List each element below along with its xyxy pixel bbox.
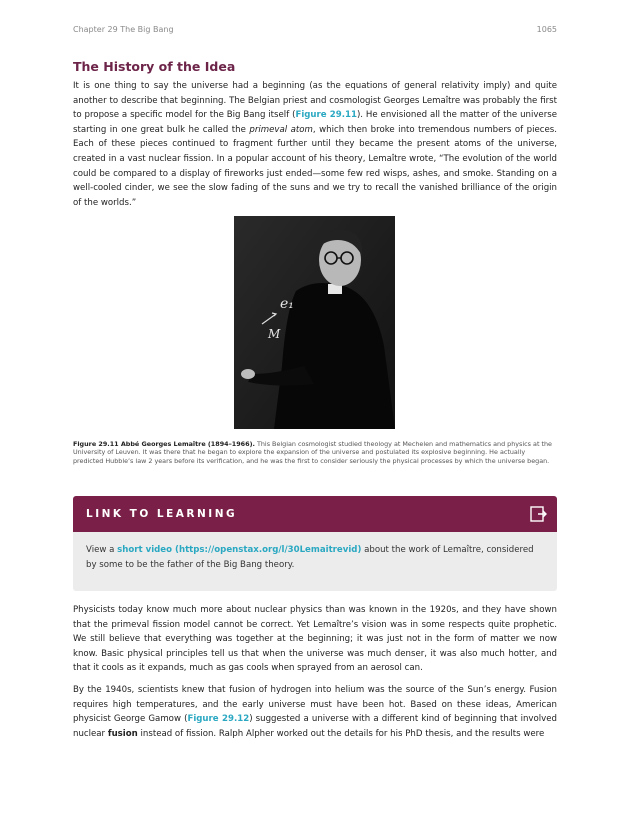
paragraph-1: It is one thing to say the universe had a beginning (as the equations of general relativity imply) and quite another to describe that beginning. The Belgian priest and cosmologist Georges Lemaître was probably the first to propose a specific model for the Big Bang itself (Figure 29.11). He envisioned all the matter of the universe starting in one great bulk he called the primeval atom, which then broke into tremendous numbers of pieces. Each of these pieces continued to fragment further until they became the present atoms of the universe, created in a vast nuclear fission. In a popular account of his theory, Lemaître wrote, “The evolution of the world could be compared to a display of fireworks just ended—some few red wisps, ashes, and smoke. Standing on a well-cooled cinder, we see the slow fading of the suns and we try to recall the vanished brilliance of the origin of the worlds.” — [73, 81, 558, 208]
paragraph-3: By the 1940s, scientists knew that fusion of hydrogen into helium was the source of the Sun’s energy. Fusion requires high temperatures, and the early universe must have been hot. Based on these ideas, American physicist George Gamow (Figure 29.12) suggested a universe with a different kind of beginning that involved nuclear fusion instead of fission. Ralph Alpher worked out the details for his PhD thesis, and the results were — [73, 685, 557, 739]
section-title: The History of the Idea — [73, 59, 236, 74]
link-to-learning-title: LINK TO LEARNING — [86, 508, 238, 520]
external-link-icon — [529, 505, 547, 523]
page-number: 1065 — [536, 25, 557, 34]
chalk-m: M — [268, 327, 281, 341]
figure-caption: Figure 29.11 Abbé Georges Lemaître (1894–1966). This Belgian cosmologist studied theology at Mechelen and mathematics and physics at the University of Leuven. It was there that he began to explore the expansion of the universe and postulated its explosive beginning. He actually predicted Hubble’s law 2 years before its verification, and he was the first to consider seriously the physical processes by which the universe began. — [73, 440, 552, 465]
chapter-title: Chapter 29 The Big Bang — [73, 25, 174, 34]
link-to-learning-body: View a short video (https://openstax.org/l/30Lemaitrevid) about the work of Lemaître, considered by some to be the father of the Big Bang theory. — [73, 532, 557, 591]
chalk-e1: e₁ — [280, 296, 294, 312]
figure-link[interactable]: Figure 29.11 — [295, 110, 357, 121]
link-to-learning-header — [73, 496, 557, 532]
link-to-learning-box — [73, 496, 557, 591]
figure-link-2[interactable]: Figure 29.12 — [187, 714, 250, 725]
lemaitre-photo — [234, 216, 395, 429]
paragraph-2: Physicists today know much more about nuclear physics than was known in the 1920s, and they have shown that the primeval fission model cannot be correct. Yet Lemaître’s vision was in some respects quite prophetic. We still believe that everything was together at the beginning; it was just not in the form of matter we now know. Basic physical principles tell us that when the universe was much denser, it was also much hotter, and that it cools as it expands, much as gas cools when sprayed from an aerosol can. — [73, 605, 557, 674]
figure-label: Figure 29.11 Abbé Georges Lemaître (1894–1966). — [73, 440, 255, 448]
video-link[interactable]: short video (https://openstax.org/l/30Lemaitrevid) — [117, 545, 362, 555]
